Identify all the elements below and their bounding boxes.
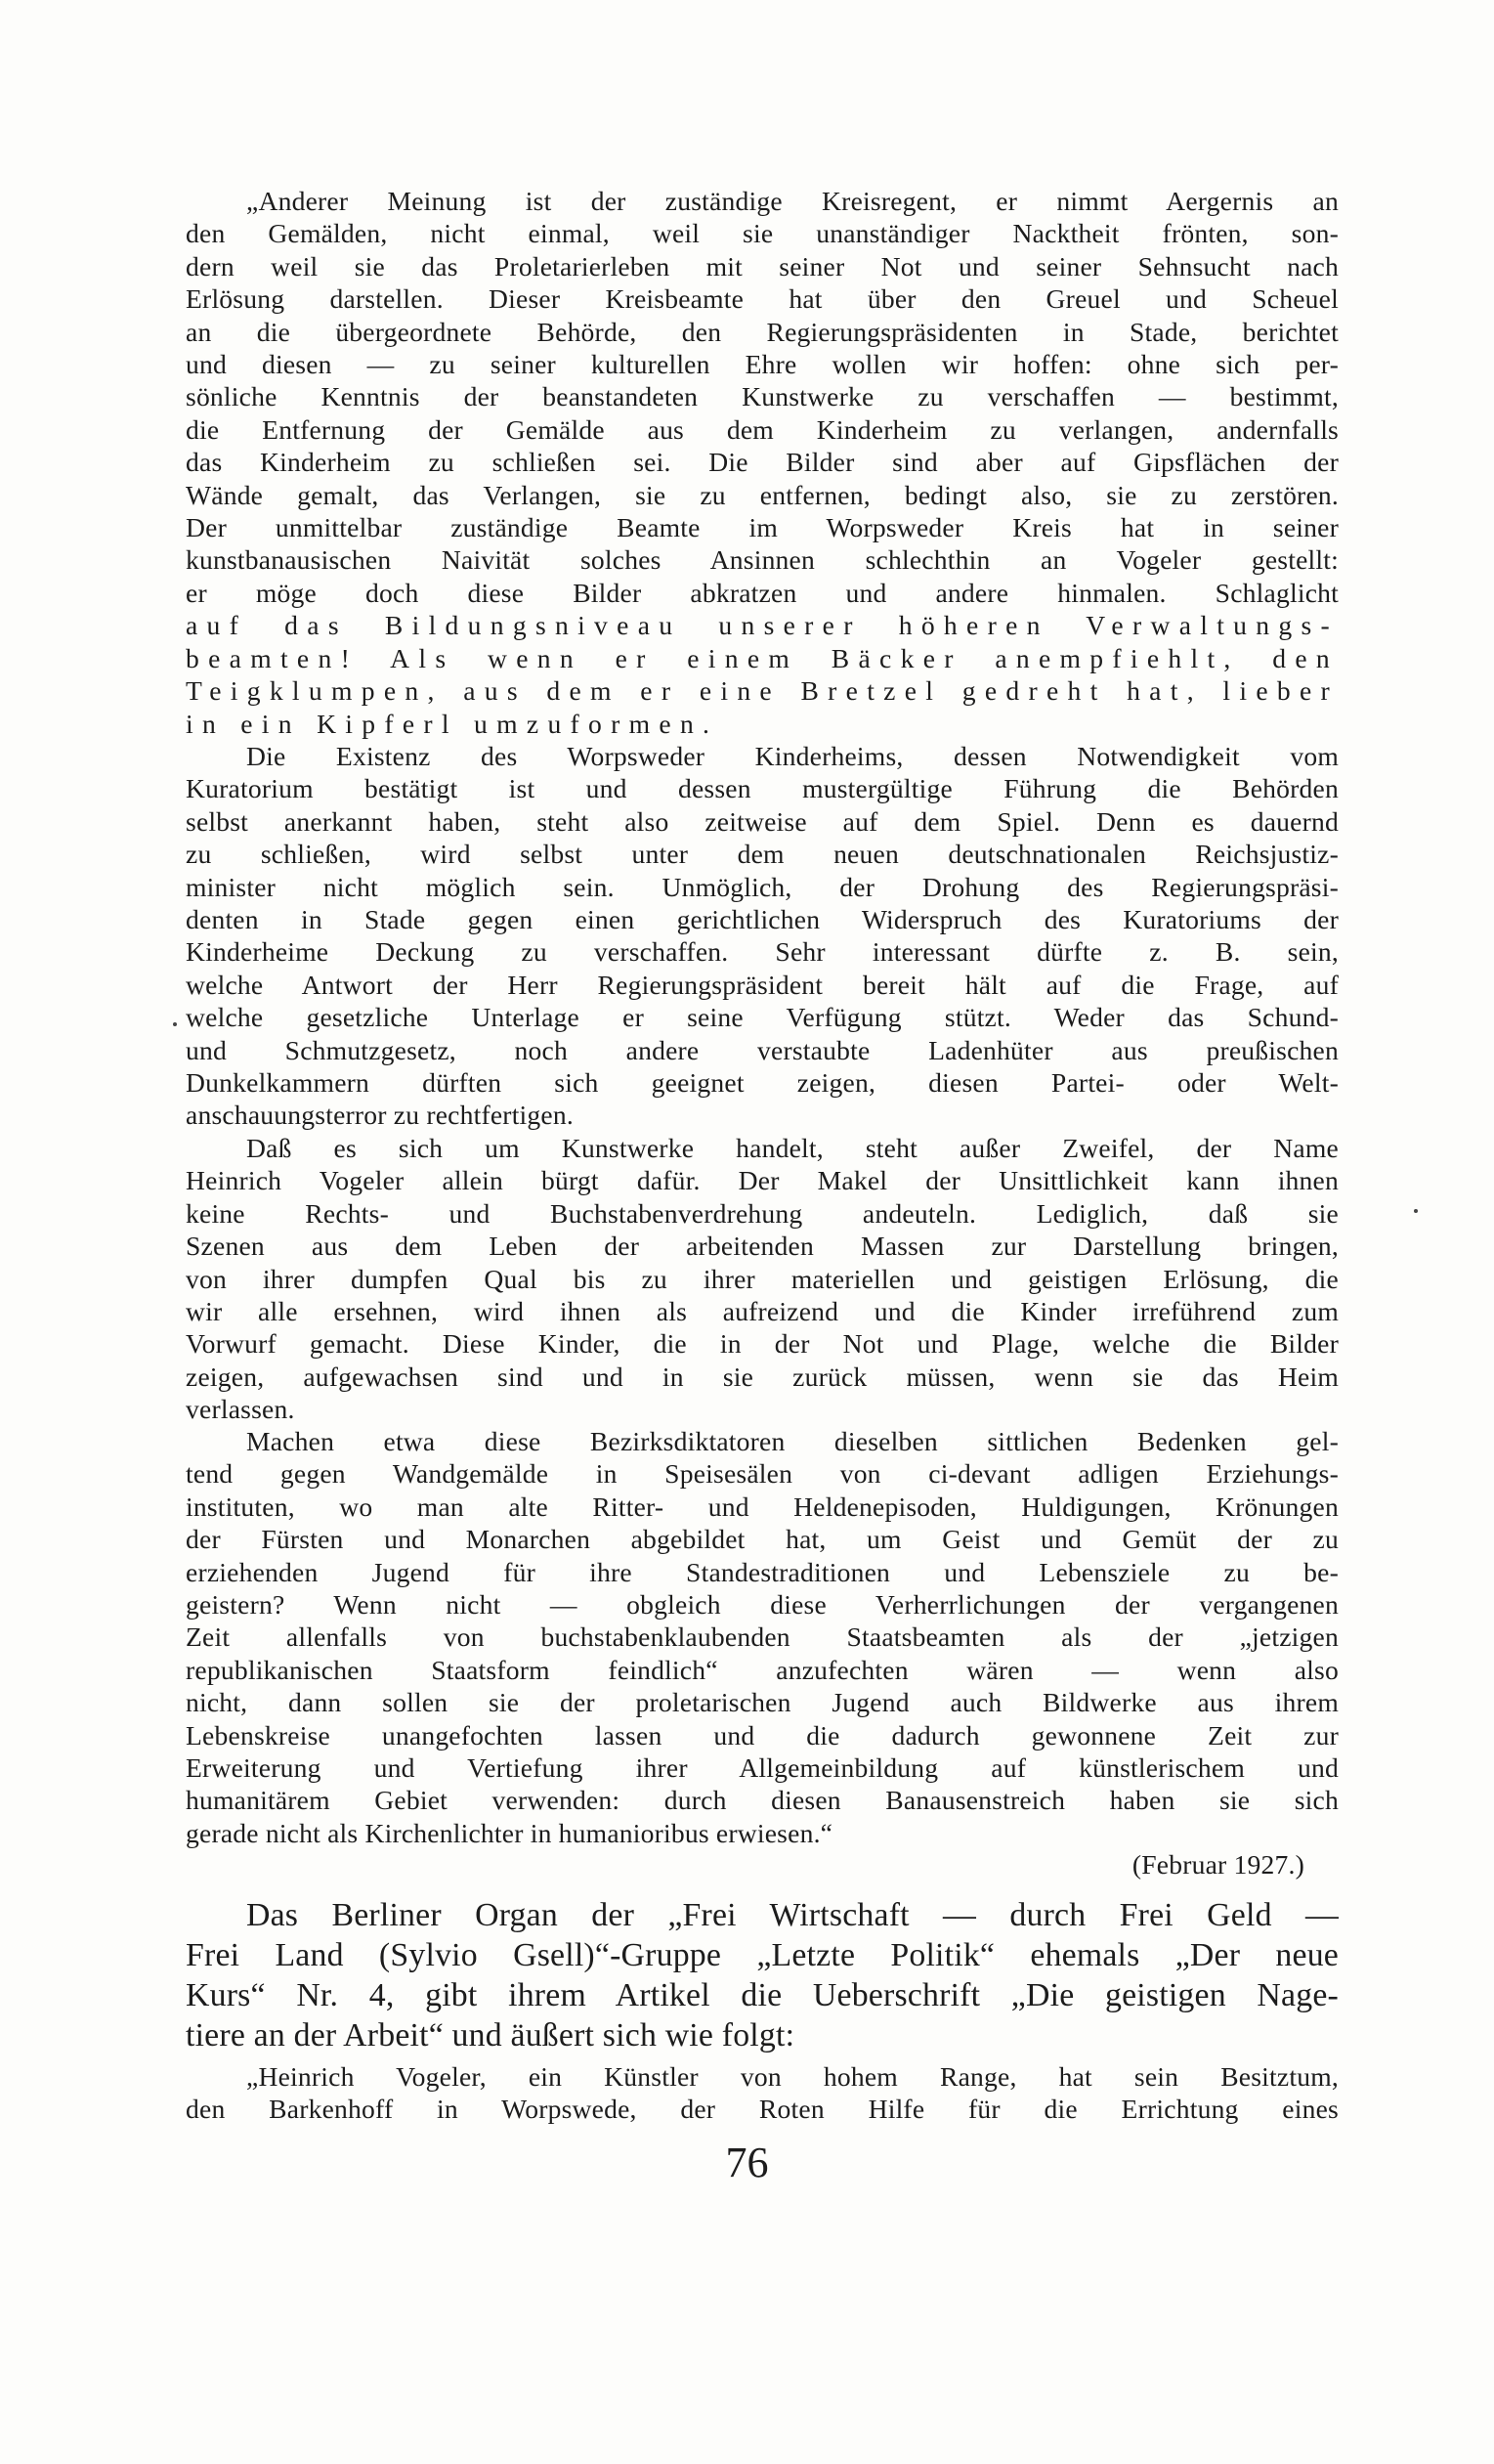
date-line-block — [186, 1848, 1304, 1880]
text-line: der Fürsten und Monarchen abgebildet hat, um Geist und Gemüt der zu — [186, 1524, 1339, 1555]
text-line: Die Existenz des Worpsweder Kinderheims, dessen Notwendigkeit vom — [246, 741, 1339, 771]
text-line: Kinderheime Deckung zu verschaffen. Sehr interessant dürfte z. B. sein, — [186, 936, 1339, 968]
spaced-emphasis-line: Teigklumpen, aus dem er eine Bretzel gedreht hat, lieber — [186, 675, 1339, 707]
text-line: tend gegen Wandgemälde in Speisesälen von ci-devant adligen Erziehungs- — [186, 1458, 1339, 1490]
text-line: instituten, wo man alte Ritter- und Heldenepisoden, Huldigungen, Krönungen — [186, 1491, 1339, 1522]
text-line: Wände gemalt, das Verlangen, sie zu entfernen, bedingt also, sie zu zerstören. — [186, 479, 1339, 510]
text-line: und diesen — zu seiner kulturellen Ehre wollen wir hoffen: ohne sich per- — [186, 349, 1339, 380]
text-line: tiere an der Arbeit“ und äußert sich wie folgt: — [186, 2017, 795, 2053]
text-line: den Gemälden, nicht einmal, weil sie unanständiger Nacktheit frönten, son- — [186, 218, 1339, 249]
text-line: die Entfernung der Gemälde aus dem Kinderheim zu verlangen, andernfalls — [186, 413, 1339, 445]
text-line: minister nicht möglich sein. Unmöglich, der Drohung des Regierungspräsi- — [186, 871, 1339, 902]
text-line: Vorwurf gemacht. Diese Kinder, die in der Not und Plage, welche die Bilder — [186, 1328, 1339, 1360]
text-line: Der unmittelbar zuständige Beamte im Worpsweder Kreis hat in seiner — [186, 512, 1339, 543]
page-number: 76 — [725, 2139, 769, 2186]
text-line: und Schmutzgesetz, noch andere verstaubte Ladenhüter aus preußischen — [186, 1034, 1339, 1065]
text-line: dern weil sie das Proletarierleben mit seiner Not und seiner Sehnsucht nach — [186, 250, 1339, 281]
text-line: „Anderer Meinung ist der zuständige Kreisregent, er nimmt Aergernis an — [246, 186, 1339, 216]
spaced-emphasis-line: in ein Kipferl umzuformen. — [186, 708, 719, 739]
text-line: nicht, dann sollen sie der proletarischen Jugend auch Bildwerke aus ihrem — [186, 1687, 1339, 1718]
text-line: geistern? Wenn nicht — obgleich diese Verherrlichungen der vergangenen — [186, 1589, 1339, 1621]
text-line: kunstbanausischen Naivität solches Ansinnen schlechthin an Vogeler gestellt: — [186, 544, 1339, 576]
text-line: Heinrich Vogeler allein bürgt dafür. Der Makel der Unsittlichkeit kann ihnen — [186, 1165, 1339, 1196]
text-line: zu schließen, wird selbst unter dem neuen deutschnationalen Reichsjustiz- — [186, 839, 1339, 870]
text-line: republikanischen Staatsform feindlich“ anzufechten wären — wenn also — [186, 1654, 1339, 1685]
paragraph-existenz-kinderheim — [186, 740, 1339, 1132]
text-line: Erweiterung und Vertiefung ihrer Allgemeinbildung auf künstlerischem und — [186, 1752, 1339, 1784]
text-line: Dunkelkammern dürften sich geeignet zeigen, diesen Partei- oder Welt- — [186, 1067, 1339, 1099]
text-line: Szenen aus dem Leben der arbeitenden Massen zur Darstellung bringen, — [186, 1231, 1339, 1262]
spaced-emphasis-line: auf das Bildungsniveau unserer höheren Verwaltungs- — [186, 610, 1339, 641]
text-line: wir alle ersehnen, wird ihnen als aufreizend und die Kinder irreführend zum — [186, 1296, 1339, 1327]
text-line: denten in Stade gegen einen gerichtlichen Widerspruch des Kuratoriums der — [186, 904, 1339, 935]
paragraph-heinrich-vogeler-quote — [186, 2060, 1339, 2126]
text-line: anschauungsterror zu rechtfertigen. — [186, 1100, 574, 1131]
text-line: Frei Land (Sylvio Gsell)“-Gruppe „Letzte Politik“ ehemals „Der neue — [186, 1937, 1339, 1973]
text-line: Kurs“ Nr. 4, gibt ihrem Artikel die Ueberschrift „Die geistigen Nage- — [186, 1977, 1339, 2013]
paragraph-kunstwerke — [186, 1132, 1339, 1426]
text-line: Zeit allenfalls von buchstabenklaubenden Staatsbeamten als der „jetzigen — [186, 1621, 1339, 1653]
paragraph-kreisregent — [186, 185, 1339, 740]
text-line: zeigen, aufgewachsen sind und in sie zurück müssen, wenn sie das Heim — [186, 1361, 1339, 1392]
text-line: Lebenskreise unangefochten lassen und die dadurch gewonnene Zeit zur — [186, 1719, 1339, 1751]
text-line: er möge doch diese Bilder abkratzen und andere hinmalen. Schlaglicht — [186, 577, 1339, 608]
text-line: Erlösung darstellen. Dieser Kreisbeamte hat über den Greuel und Scheuel — [186, 283, 1339, 315]
text-line: welche gesetzliche Unterlage er seine Verfügung stützt. Weder das Schund- — [186, 1002, 1339, 1033]
text-line: gerade nicht als Kirchenlichter in humanioribus erwiesen.“ — [186, 1817, 833, 1848]
text-line: „Heinrich Vogeler, ein Künstler von hohem Range, hat sein Besitztum, — [246, 2061, 1339, 2092]
text-line: selbst anerkannt haben, steht also zeitweise auf dem Spiel. Denn es dauernd — [186, 805, 1339, 837]
text-line: von ihrer dumpfen Qual bis zu ihrer materiellen und geistigen Erlösung, die — [186, 1263, 1339, 1294]
text-line: das Kinderheim zu schließen sei. Die Bilder sind aber auf Gipsflächen der — [186, 447, 1339, 478]
text-line: Machen etwa diese Bezirksdiktatoren dieselben sittlichen Bedenken gel- — [246, 1426, 1339, 1456]
paragraph-bezirksdiktatoren — [186, 1425, 1339, 1849]
text-line: verlassen. — [186, 1394, 295, 1425]
spaced-emphasis-line: beamten! Als wenn er einem Bäcker anempfiehlt, den — [186, 642, 1339, 673]
text-line: erziehenden Jugend für ihre Standestraditionen und Lebensziele zu be- — [186, 1556, 1339, 1587]
paragraph-berliner-organ — [186, 1895, 1339, 2055]
date-line: (Februar 1927.) — [1131, 1849, 1304, 1880]
text-line: an die übergeordnete Behörde, den Regierungspräsidenten in Stade, berichtet — [186, 316, 1339, 347]
text-line: keine Rechts- und Buchstabenverdrehung andeuteln. Lediglich, daß sie — [186, 1197, 1339, 1229]
text-line: Daß es sich um Kunstwerke handelt, steht außer Zweifel, der Name — [246, 1133, 1339, 1163]
text-line: welche Antwort der Herr Regierungspräsident bereit hält auf die Frage, auf — [186, 969, 1339, 1000]
text-line: den Barkenhoff in Worpswede, der Roten Hilfe für die Errichtung eines — [186, 2094, 1339, 2125]
text-line: humanitärem Gebiet verwenden: durch diesen Banausenstreich haben sie sich — [186, 1785, 1339, 1816]
text-line: Kuratorium bestätigt ist und dessen mustergültige Führung die Behörden — [186, 773, 1339, 804]
print-speck — [173, 1022, 177, 1026]
text-line: Das Berliner Organ der „Frei Wirtschaft — durch Frei Geld — — [246, 1897, 1339, 1933]
print-speck — [1414, 1209, 1418, 1213]
text-line: sönliche Kenntnis der beanstandeten Kunstwerke zu verschaffen — bestimmt, — [186, 381, 1339, 412]
